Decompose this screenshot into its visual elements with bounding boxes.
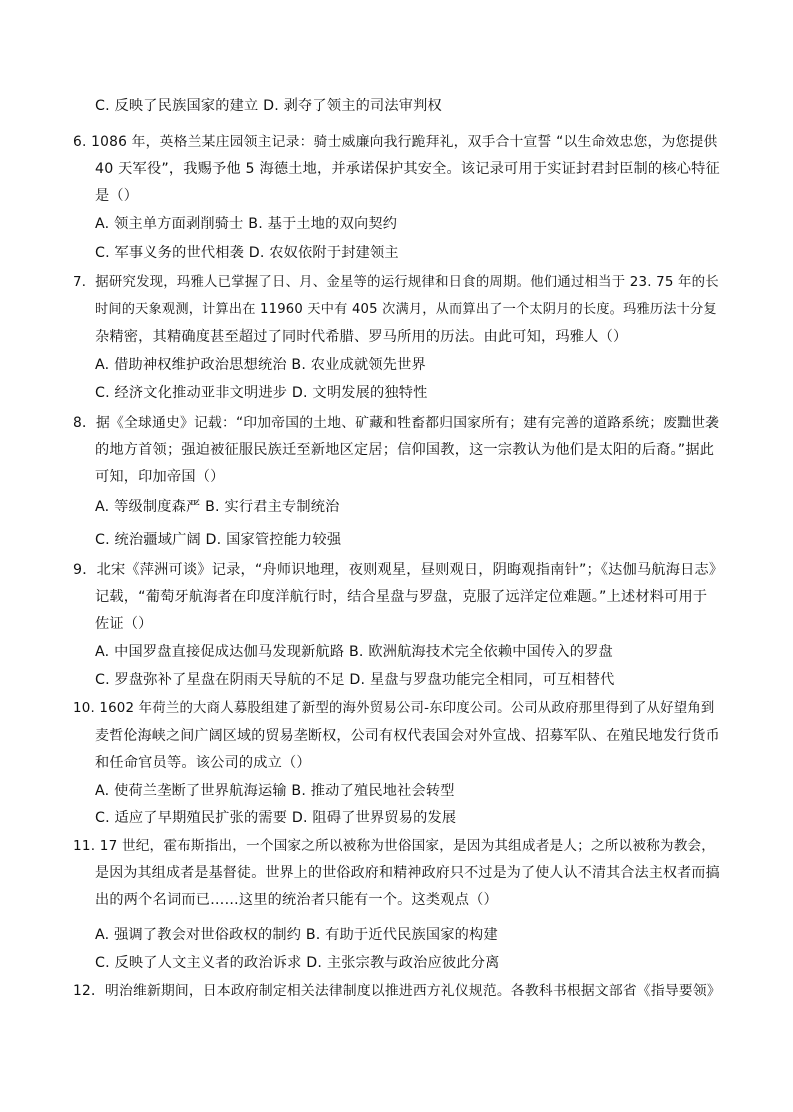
- q9-options-cd: C. 罗盘弥补了星盘在阴雨天导航的不足 D. 星盘与罗盘功能完全相同，可互相替代: [95, 672, 615, 688]
- q6-stem-line-3: 是（）: [95, 188, 139, 204]
- q6-options-cd: C. 军事义务的世代相袭 D. 农奴依附于封建领主: [95, 245, 399, 261]
- q5-options-cd: C. 反映了民族国家的建立 D. 剥夺了领主的司法审判权: [95, 98, 442, 114]
- q11-stem-line-1: 11. 17 世纪，霍布斯指出，一个国家之所以被称为世俗国家，是因为其组成者是人；之所以被称为教会，: [73, 838, 716, 854]
- q12-stem-line-1: 12．明治维新期间，日本政府制定相关法律制度以推进西方礼仪规范。各教科书根据文部省《指导要领》: [73, 983, 721, 999]
- q7-options-cd: C. 经济文化推动亚非文明进步 D. 文明发展的独特性: [95, 385, 428, 401]
- q10-stem-line-1: 10. 1602 年荷兰的大商人募股组建了新型的海外贸易公司-东印度公司。公司从政府那里得到了从好望角到: [73, 701, 715, 716]
- q9-options-ab: A. 中国罗盘直接促成达伽马发现新航路 B. 欧洲航海技术完全依赖中国传入的罗盘: [95, 644, 613, 660]
- q8-stem-line-1: 8．据《全球通史》记载：“印加帝国的土地、矿藏和牲畜都归国家所有；建有完善的道路系统；废黜世袭: [73, 415, 720, 431]
- q7-options-ab: A. 借助神权维护政治思想统治 B. 农业成就领先世界: [95, 357, 426, 373]
- q8-stem-line-3: 可知，印加帝国（）: [95, 469, 225, 485]
- q6-stem-line-1: 6. 1086 年，英格兰某庄园领主记录：骑士威廉向我行跪拜礼，双手合十宣誓 “以生命效忠您，为您提供: [73, 134, 718, 150]
- q10-stem-line-3: 和任命官员等。该公司的成立（）: [95, 755, 311, 771]
- q10-options-ab: A. 使荷兰垄断了世界航海运输 B. 推动了殖民地社会转型: [95, 783, 455, 799]
- q11-options-cd: C. 反映了人文主义者的政治诉求 D. 主张宗教与政治应彼此分离: [95, 955, 500, 971]
- q8-stem-line-2: 的地方首领；强迫被征服民族迁至新地区定居；信仰国教，这一宗教认为他们是太阳的后裔。”据此: [95, 442, 715, 458]
- q11-options-ab: A. 强调了教会对世俗政权的制约 B. 有助于近代民族国家的构建: [95, 927, 498, 943]
- q9-stem-line-2: 记载，“葡萄牙航海者在印度洋航行时，结合星盘与罗盘，克服了远洋定位难题。”上述材料可用于: [95, 589, 708, 605]
- q6-stem-line-2: 40 天军役”，我赐予他 5 海德土地，并承诺保护其安全。该记录可用于实证封君封臣制的核心特征: [95, 161, 720, 177]
- q7-stem-line-3: 杂精密，其精确度甚至超过了同时代希腊、罗马所用的历法。由此可知，玛雅人（）: [95, 329, 628, 345]
- q10-options-cd: C. 适应了早期殖民扩张的需要 D. 阻碍了世界贸易的发展: [95, 810, 457, 826]
- q9-stem-line-1: 9．北宋《萍洲可谈》记录，“舟师识地理，夜则观星，昼则观日，阴晦观指南针”；《达伽马航海日志》: [73, 562, 724, 578]
- q7-stem-line-1: 7．据研究发现，玛雅人已掌握了日、月、金星等的运行规律和日食的周期。他们通过相当于 23. 75 年的长: [73, 275, 719, 290]
- q11-stem-line-2: 是因为其组成者是基督徒。世界上的世俗政府和精神政府只不过是为了使人认不清其合法主权者而搞: [95, 865, 720, 881]
- q7-stem-line-2: 时间的天象观测，计算出在 11960 天中有 405 次满月，从而算出了一个太阴月的长度。玛雅历法十分复: [95, 302, 717, 317]
- q10-stem-line-2: 麦哲伦海峡之间广阔区域的贸易垄断权，公司有权代表国会对外宣战、招募军队、在殖民地发行货币: [95, 728, 720, 744]
- q8-options-cd: C. 统治疆域广阔 D. 国家管控能力较强: [95, 532, 342, 548]
- q8-options-ab: A. 等级制度森严 B. 实行君主专制统治: [95, 499, 340, 515]
- q9-stem-line-3: 佐证（）: [95, 616, 153, 632]
- q6-options-ab: A. 领主单方面剥削骑士 B. 基于土地的双向契约: [95, 216, 398, 232]
- q11-stem-line-3: 出的两个名词而已……这里的统治者只能有一个。这类观点（）: [95, 892, 498, 908]
